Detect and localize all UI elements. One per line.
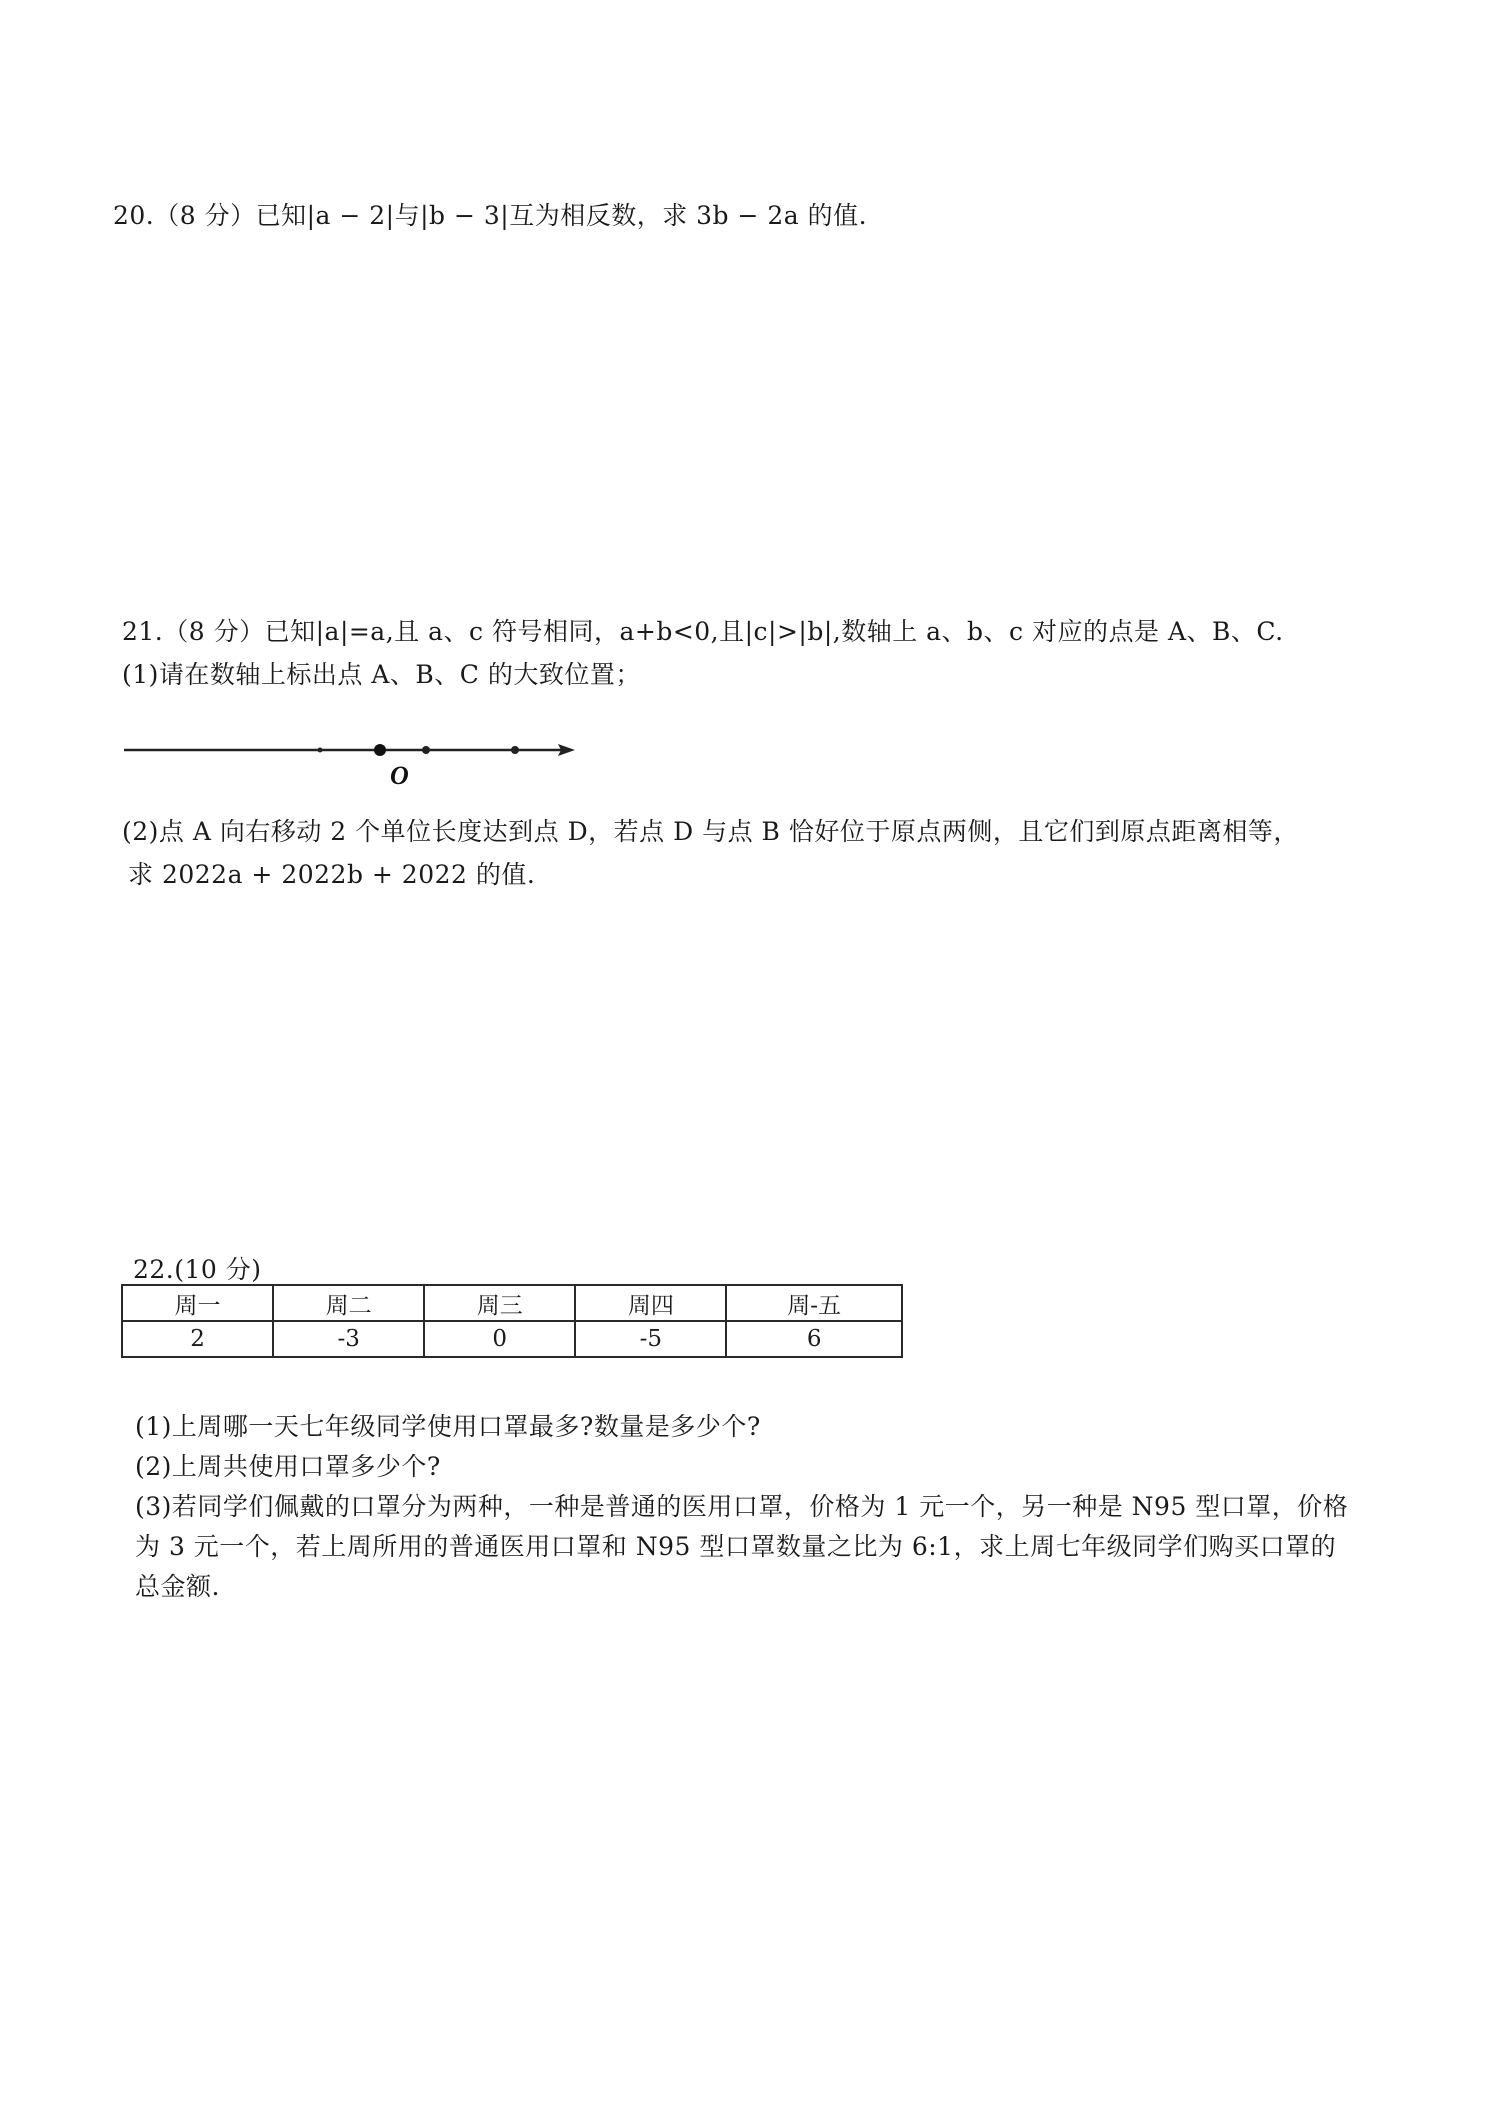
number-line-origin-dot (374, 744, 386, 756)
number-line-tick-1 (318, 748, 323, 753)
question-21-stem: 21.（8 分）已知|a|=a,且 a、c 符号相同，a+b<0,且|c|>|b|,数轴上 a、b、c 对应的点是 A、B、C. (122, 617, 1284, 646)
question-22-part-3: (3)若同学们佩戴的口罩分为两种，一种是普通的医用口罩，价格为 1 元一个，另一种是 N95 型口罩，价格 (135, 1492, 1349, 1521)
table-cell: 0 (424, 1321, 575, 1357)
number-line-tick-2 (422, 746, 430, 754)
question-22-part-1: (1)上周哪一天七年级同学使用口罩最多?数量是多少个? (135, 1412, 761, 1441)
table-header-cell: 周三 (424, 1285, 575, 1321)
mask-usage-table (121, 1284, 903, 1358)
table-header-cell: 周四 (575, 1285, 726, 1321)
origin-label: O (390, 761, 409, 790)
question-20: 20.（8 分）已知|a − 2|与|b − 3|互为相反数，求 3b − 2a 的值. (113, 201, 868, 230)
table-cell: -5 (575, 1321, 726, 1357)
question-22-part-3-cont: 为 3 元一个，若上周所用的普通医用口罩和 N95 型口罩数量之比为 6:1，求上周七年级同学们购买口罩的 (135, 1532, 1337, 1561)
question-22-title: 22.(10 分) (133, 1255, 262, 1284)
table-header-row (122, 1285, 902, 1321)
question-21-part-2-cont: 求 2022a + 2022b + 2022 的值. (128, 860, 536, 889)
table-cell: -3 (273, 1321, 424, 1357)
number-line (120, 730, 580, 790)
question-21-part-1: (1)请在数轴上标出点 A、B、C 的大致位置； (122, 660, 641, 689)
table-row (122, 1321, 902, 1357)
question-22-part-3-end: 总金额. (135, 1572, 220, 1601)
table-header-cell: 周-五 (726, 1285, 902, 1321)
question-21-part-2: (2)点 A 向右移动 2 个单位长度达到点 D，若点 D 与点 B 恰好位于原点两侧，且它们到原点距离相等， (122, 817, 1299, 846)
question-22-part-2: (2)上周共使用口罩多少个? (135, 1452, 441, 1481)
table-header-cell: 周二 (273, 1285, 424, 1321)
number-line-tick-3 (511, 746, 519, 754)
table-cell: 6 (726, 1321, 902, 1357)
table-header-cell: 周一 (122, 1285, 273, 1321)
table-cell: 2 (122, 1321, 273, 1357)
